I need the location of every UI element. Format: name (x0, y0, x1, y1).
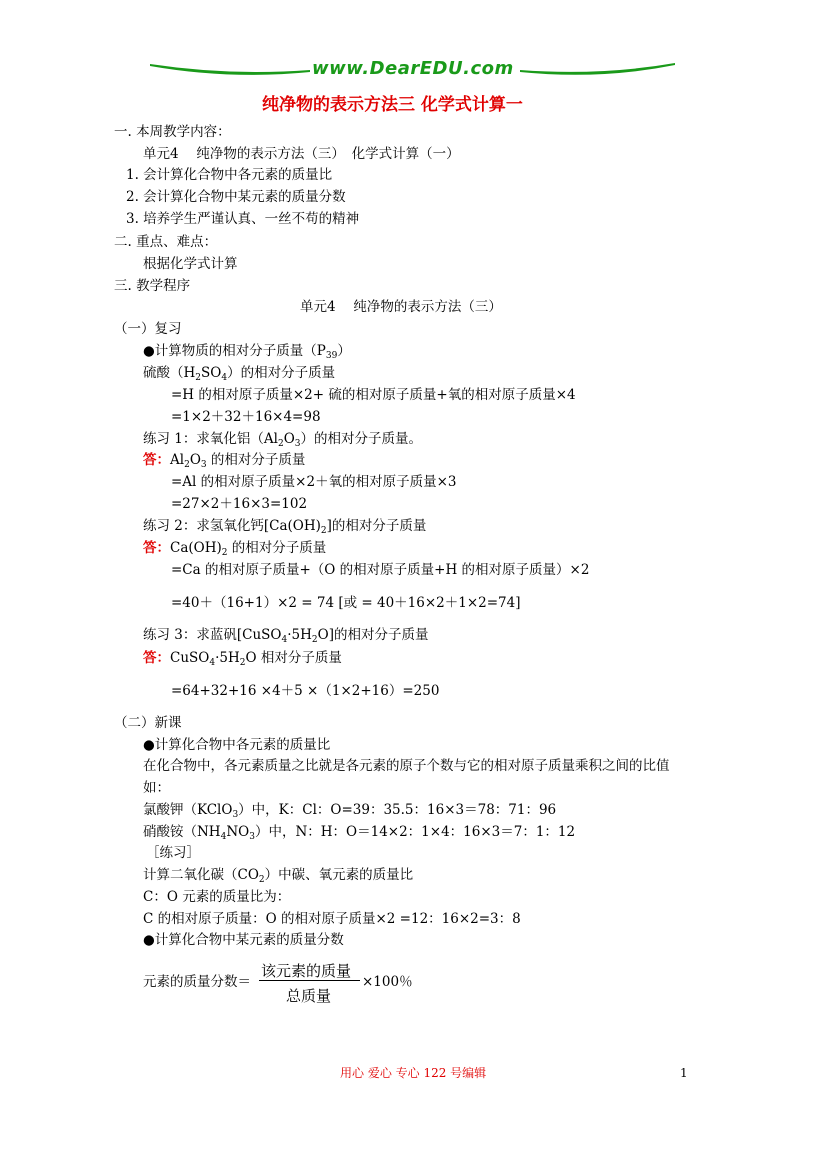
answer-2: 答：$Ca(OH)_2$ 的相对分子质量 (143, 540, 327, 558)
page-number: 1 (680, 1066, 688, 1080)
section2-content: 根据化学式计算 (143, 256, 238, 272)
formula-right: ×100％ (362, 974, 413, 990)
formula-left: 元素的质量分数＝ (143, 974, 251, 990)
newlesson-para: 在化合物中，各元素质量之比就是各元素的原子个数与它的相对原子质量乘积之间的比值 (143, 758, 670, 774)
answer-2-calc-2: =40＋（16+1）×2 = 74 [或 = 40＋16×2＋1×2=74] (171, 595, 521, 611)
exercise-3: 练习 3：求蓝矾$[CuSO_4\cdot 5H_2O]$的相对分子质量 (143, 627, 429, 645)
section3-unit: 单元4 纯净物的表示方法（三） (300, 299, 502, 315)
co-ratio-calc: C 的相对原子质量：O 的相对原子质量×2 =12：16×2=3：8 (143, 911, 521, 927)
formula-denominator: 总质量 (286, 987, 332, 1005)
formula-numerator: 该元素的质量 (261, 962, 352, 980)
h2so4-calc-2: =1×2＋32＋16×4=98 (171, 409, 321, 425)
answer-3-calc: =64+32+16 ×4＋5 ×（1×2+16）=250 (171, 683, 440, 699)
answer-3: 答：$CuSO_4\cdot 5H_2O$ 相对分子质量 (143, 650, 342, 668)
review-heading: （一）复习 (114, 321, 182, 337)
h2so4-line: 硫酸$(H_2SO_4)$的相对分子质量 (143, 365, 336, 383)
h2so4-calc-1: =H 的相对原子质量×2+ 硫的相对原子质量+氧的相对原子质量×4 (171, 387, 576, 403)
newlesson-bullet-1: ●计算化合物中各元素的质量比 (143, 737, 331, 753)
review-bullet: ●计算物质的相对分子质量$(P_{39})$ (143, 343, 351, 361)
newlesson-bullet-2: ●计算化合物中某元素的质量分数 (143, 932, 344, 948)
co-ratio-label: C：O 元素的质量比为： (143, 889, 291, 905)
list-item: 2. 会计算化合物中某元素的质量分数 (126, 189, 346, 205)
section1-heading: 一. 本周教学内容： (114, 124, 231, 140)
answer-1: 答：$Al_2O_3$ 的相对分子质量 (143, 452, 306, 470)
exercise-2: 练习 2：求氢氧化钙$[Ca(OH)_2]$的相对分子质量 (143, 518, 427, 536)
newlesson-para-cont: 如： (143, 780, 170, 796)
footer-text: 用心 爱心 专心 122 号编辑 (340, 1066, 487, 1080)
section2-heading: 二. 重点、难点： (114, 234, 218, 250)
answer-2-calc-1: =Ca 的相对原子质量+（O 的相对原子质量+H 的相对原子质量）×2 (171, 562, 590, 578)
co2-question: 计算二氧化碳$(CO_2)$中碳、氧元素的质量比 (143, 867, 414, 885)
fraction-bar (259, 980, 360, 981)
answer-1-calc-1: =Al 的相对原子质量×2＋氧的相对原子质量×3 (171, 474, 457, 490)
kclo3-ratio: 氯酸钾（KClO$_3$）中，K：Cl：O=39：35.5：16×3＝78：71：96 (143, 802, 557, 820)
newlesson-heading: （二）新课 (114, 715, 182, 731)
exercise-1: 练习 1：求氧化铝$(Al_2O_3)$的相对分子质量。 (143, 431, 422, 449)
nh4no3-ratio: 硝酸铵$(NH_4NO_3)$中，N：H：O＝14×2：1×4：16×3＝7：1：12 (143, 824, 576, 842)
answer-1-calc-2: =27×2＋16×3=102 (171, 496, 308, 512)
section1-unit: 单元4 纯净物的表示方法（三） 化学式计算（一） (143, 146, 460, 162)
list-item: 1. 会计算化合物中各元素的质量比 (126, 167, 333, 183)
list-item: 3. 培养学生严谨认真、一丝不苟的精神 (126, 211, 360, 227)
page-title: 纯净物的表示方法三 化学式计算一 (262, 95, 523, 115)
section3-heading: 三. 教学程序 (114, 278, 191, 294)
site-logo-text: www.DearEDU.com (312, 58, 514, 79)
practice-label: ［练习］ (146, 845, 200, 861)
